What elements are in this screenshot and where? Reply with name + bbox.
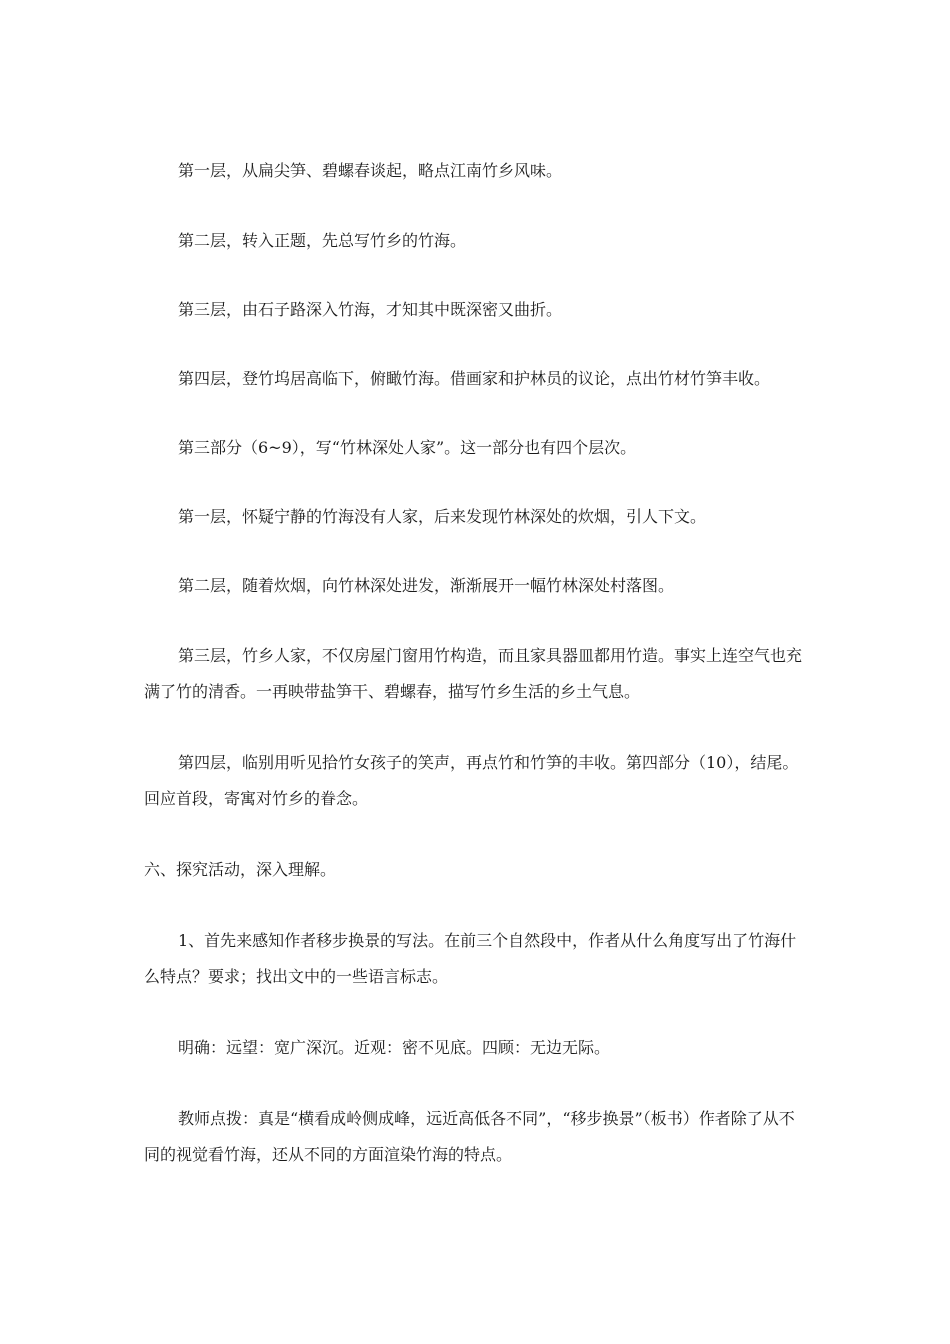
- paragraph-part3-layer-4: 第四层，临别用听见拾竹女孩子的笑声，再点竹和竹笋的丰收。第四部分（10），结尾。回应首段，寄寓对竹乡的眷念。: [144, 753, 799, 808]
- paragraph-part3-layer-3: 第三层，竹乡人家，不仅房屋门窗用竹构造，而且家具器皿都用竹造。事实上连空气也充满了竹的清香。一再映带盐笋干、碧螺春，描写竹乡生活的乡土气息。: [144, 646, 803, 701]
- paragraph-activity-1: 1、首先来感知作者移步换景的写法。在前三个自然段中，作者从什么角度写出了竹海什么特点？要求；找出文中的一些语言标志。: [144, 931, 797, 986]
- paragraph-clarification: 明确：远望：宽广深沉。近观：密不见底。四顾：无边无际。: [178, 1038, 611, 1057]
- section-heading-6: 六、探究活动，深入理解。: [144, 860, 337, 879]
- paragraph-part3-layer-2: 第二层，随着炊烟，向竹林深处进发，渐渐展开一幅竹林深处村落图。: [178, 576, 675, 595]
- paragraph-layer-4: 第四层，登竹坞居高临下，俯瞰竹海。借画家和护林员的议论，点出竹材竹笋丰收。: [178, 369, 771, 388]
- paragraph-layer-3: 第三层，由石子路深入竹海，才知其中既深密又曲折。: [178, 300, 563, 319]
- paragraph-layer-2: 第二层，转入正题，先总写竹乡的竹海。: [178, 231, 467, 250]
- paragraph-part-3: 第三部分（6~9），写“竹林深处人家”。这一部分也有四个层次。: [178, 438, 637, 457]
- paragraph-teacher-note: 教师点拨：真是“横看成岭侧成峰，远近高低各不同”，“移步换景”（板书）作者除了从不同的视觉看竹海，还从不同的方面渲染竹海的特点。: [144, 1109, 795, 1164]
- paragraph-part3-layer-1: 第一层，怀疑宁静的竹海没有人家，后来发现竹林深处的炊烟，引人下文。: [178, 507, 707, 526]
- paragraph-layer-1: 第一层，从扁尖笋、碧螺春谈起，略点江南竹乡风味。: [178, 161, 563, 180]
